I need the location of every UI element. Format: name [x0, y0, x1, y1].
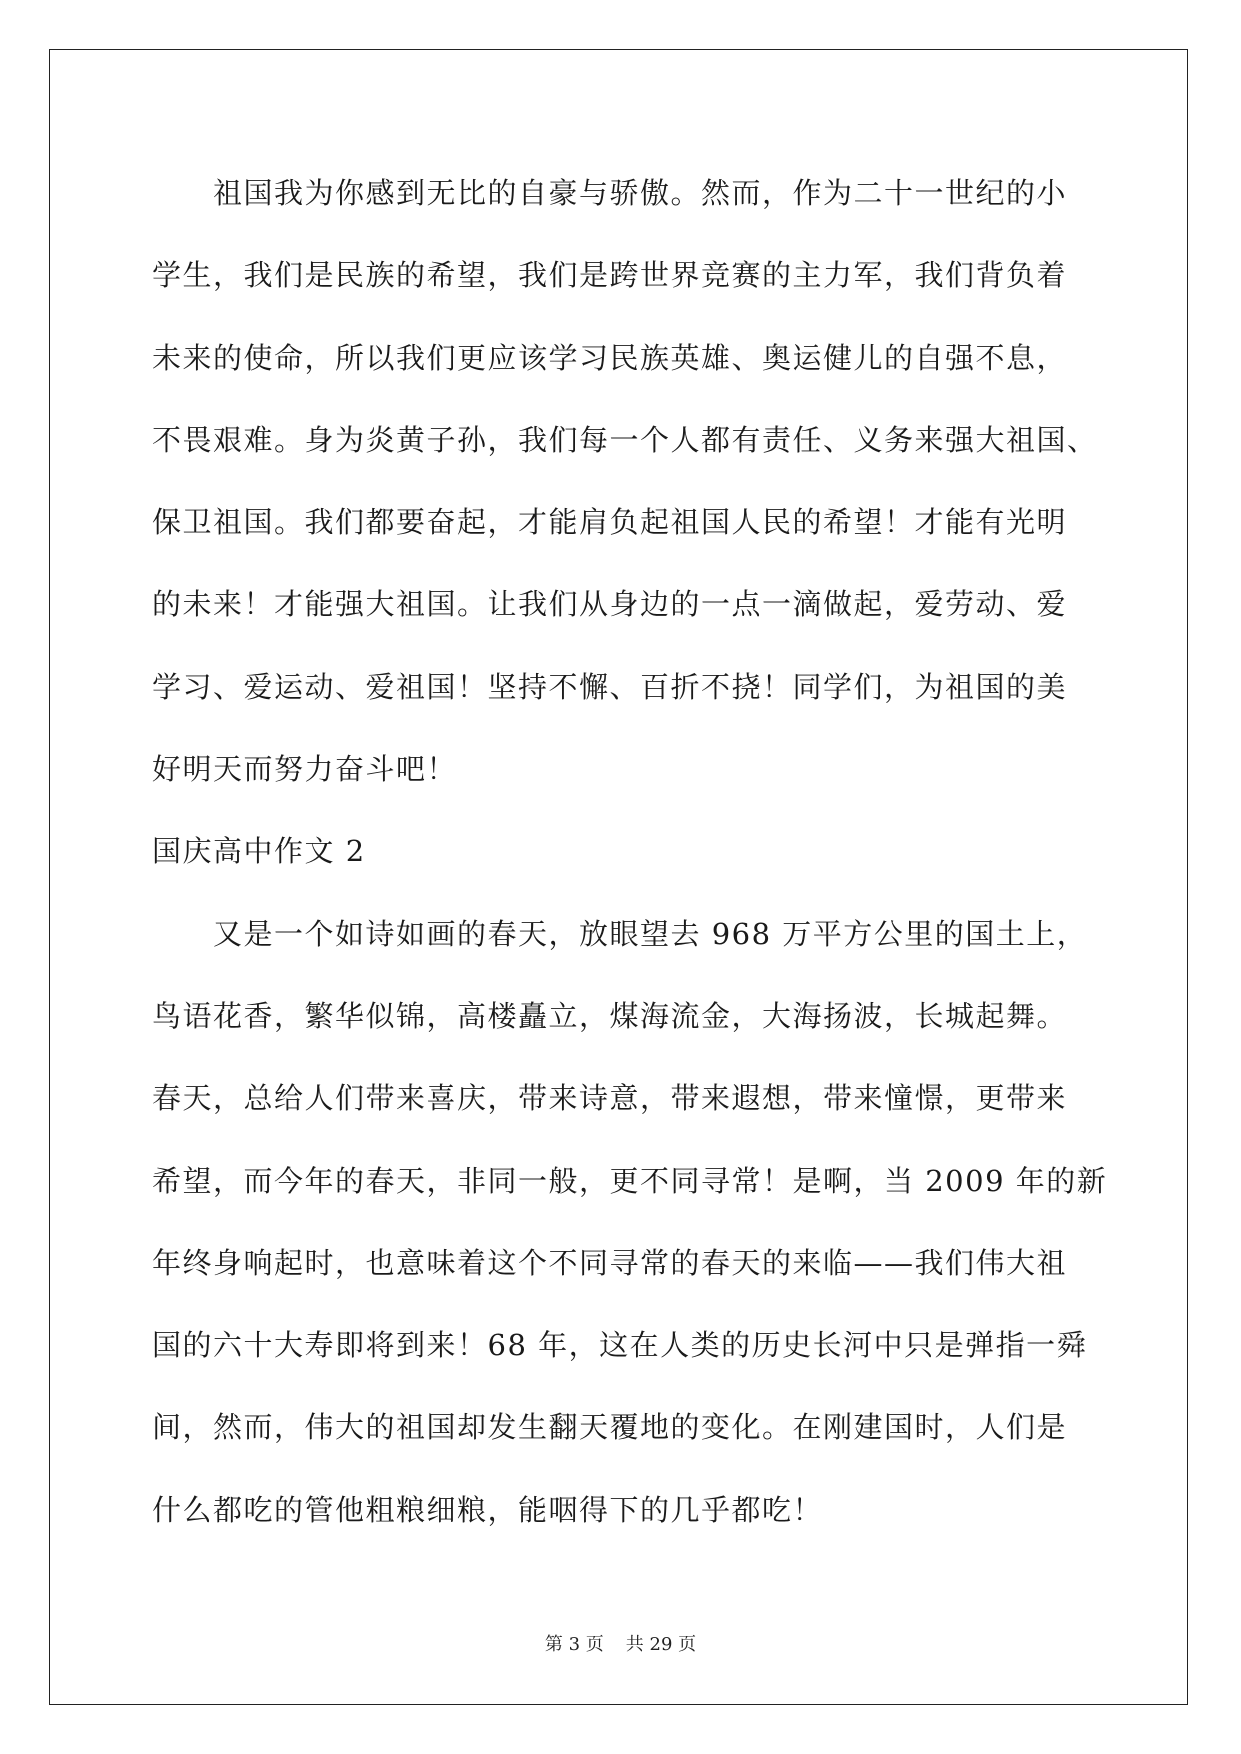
section-heading: 国庆高中作文 2: [152, 834, 366, 869]
page-total: 共 29 页: [625, 1634, 697, 1655]
paragraph-line: 鸟语花香，繁华似锦，高楼矗立，煤海流金，大海扬波，长城起舞。: [152, 998, 1068, 1033]
paragraph-line: 又是一个如诗如画的春天，放眼望去 968 万平方公里的国土上，: [213, 916, 1088, 951]
page-footer: [0, 1630, 1241, 1656]
paragraph-line: 年终身响起时，也意味着这个不同寻常的春天的来临——我们伟大祖: [152, 1245, 1068, 1280]
paragraph-line: 祖国我为你感到无比的自豪与骄傲。然而，作为二十一世纪的小: [213, 176, 1068, 210]
page-number: 第 3 页: [544, 1634, 604, 1655]
paragraph-line: 好明天而努力奋斗吧！: [152, 752, 458, 787]
paragraph-line: 学习、爱运动、爱祖国！坚持不懈、百折不挠！同学们，为祖国的美: [152, 669, 1068, 704]
paragraph-line: 间，然而，伟大的祖国却发生翻天覆地的变化。在刚建国时，人们是: [152, 1410, 1068, 1445]
paragraph-line: 的未来！才能强大祖国。让我们从身边的一点一滴做起，爱劳动、爱: [152, 587, 1068, 622]
paragraph-line: 希望，而今年的春天，非同一般，更不同寻常！是啊，当 2009 年的新: [152, 1163, 1108, 1198]
document-body: [152, 160, 1108, 1559]
paragraph-line: 春天，总给人们带来喜庆，带来诗意，带来遐想，带来憧憬，更带来: [152, 1081, 1068, 1116]
paragraph-line: 什么都吃的管他粗粮细粮，能咽得下的几乎都吃！: [152, 1492, 824, 1527]
paragraph-line: 不畏艰难。身为炎黄子孙，我们每一个人都有责任、义务来强大祖国、: [152, 422, 1098, 457]
paragraph-line: 国的六十大寿即将到来！68 年，这在人类的历史长河中只是弹指一舜: [152, 1328, 1088, 1363]
paragraph-line: 未来的使命，所以我们更应该学习民族英雄、奥运健儿的自强不息，: [152, 340, 1068, 375]
paragraph-line: 学生，我们是民族的希望，我们是跨世界竞赛的主力军，我们背负着: [152, 258, 1068, 293]
paragraph-line: 保卫祖国。我们都要奋起，才能肩负起祖国人民的希望！才能有光明: [152, 505, 1068, 540]
